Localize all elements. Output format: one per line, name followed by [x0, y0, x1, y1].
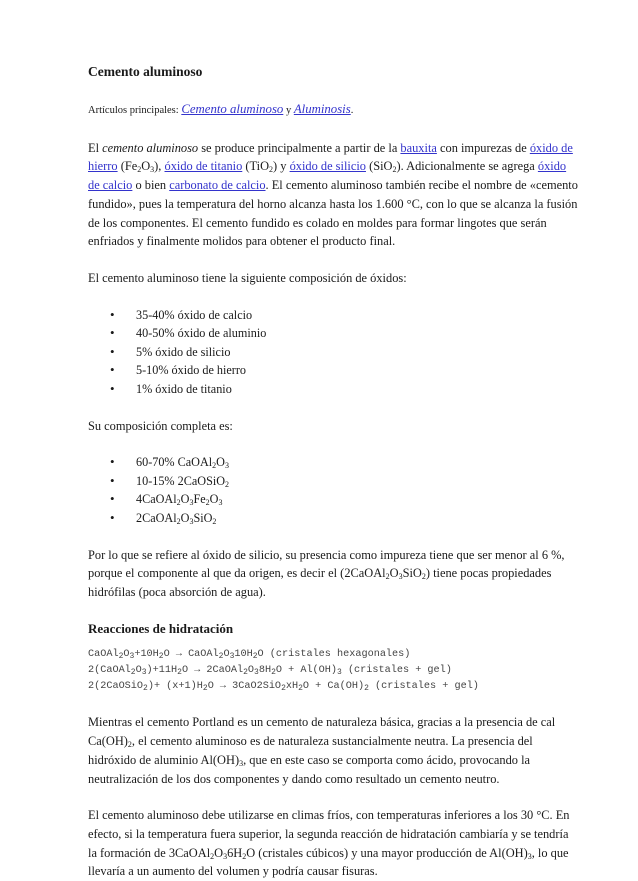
paragraph-oxide-intro: El cemento aluminoso tiene la siguiente composición de óxidos:	[88, 270, 407, 285]
list-item: • 35-40% óxido de calcio	[136, 306, 578, 325]
link-aluminosis[interactable]: Aluminosis	[293, 102, 351, 116]
composition-list	[88, 453, 578, 527]
link-carbonato-calcio[interactable]: carbonato de calcio	[169, 178, 266, 193]
section-title: Cemento aluminoso	[88, 64, 203, 79]
reaction-line: $2(CaOAl_2O_3)+11H_2O$ → $2CaOAl_2O_38H_2O + Al(OH)_3$ (cristales + gel)	[88, 664, 452, 677]
link-cemento-aluminoso[interactable]: Cemento aluminoso	[181, 102, 284, 116]
paragraph-neutral: Mientras el cemento Portland es un cemento de naturaleza básica, gracias a la presencia de cal $Ca(OH)_2$, el cemento aluminoso es de naturaleza sustancialmente neutra. La presencia del hidróxido de aluminio $Al(OH)_3$, que en este caso se comporta como ácido, provocando la neutralización de los dos componentes y dando como resultado un cemento neutro.	[88, 715, 556, 786]
list-item: • 10-15% 2CaOSiO$_2$	[136, 472, 578, 491]
list-item: • $4CaOAl_2O_3Fe_2O_3$	[136, 490, 578, 509]
link-oxido-silicio[interactable]: óxido de silicio	[289, 159, 366, 174]
list-item: • 60-70% $CaOAl_2O_3$	[136, 453, 578, 472]
list-item: • $2CaOAl_2O_3SiO_2$	[136, 509, 578, 528]
list-item: • 1% óxido de titanio	[136, 380, 578, 399]
reaction-line: $CaOAl_2O_3+10H_2O$ → $CaOAl_2O_310H_2O$ (cristales hexagonales)	[88, 648, 411, 661]
link-oxido-titanio[interactable]: óxido de titanio	[164, 159, 243, 174]
reaction-line: 2(2CaOSiO$_2$)+ $(x+1)H_2O \to 3CaO2SiO_2xH_2O + Ca(OH)_2$ (cristales + gel)	[88, 681, 479, 694]
oxide-list	[88, 306, 578, 399]
link-bauxita[interactable]: bauxita	[400, 140, 437, 155]
paragraph-silicon: Por lo que se refiere al óxido de silicio, su presencia como impureza tiene que ser menor al 6 %, porque el componente al que da origen, es decir el $(2CaOAl_2O_3SiO_2)$ tiene pocas propiedades hidrófilas (poca absorción de agua).	[88, 547, 565, 600]
paragraph-climate: El cemento aluminoso debe utilizarse en climas fríos, con temperaturas inferiores a los 30 °C. En efecto, si la temperatura fuera superior, la segunda reacción de hidratación cambiaría y se tendría la formación de $3CaOAl_2O_36H_2O$ (cristales cúbicos) y una mayor producción de $Al(OH)_3$, lo que llevaría a un aumento del volumen y podría causar fisuras.	[88, 808, 570, 879]
reactions-heading: Reacciones de hidratación	[88, 620, 234, 636]
list-item: • 5-10% óxido de hierro	[136, 361, 578, 380]
paragraph-production: El cemento aluminoso se produce principalmente a partir de la bauxita con impurezas de óxido de hierro $(Fe_2O_3)$, óxido de titanio (TiO$_2$) y óxido de silicio (SiO$_2$). Adicionalmente se agrega óxido de calcio o bien carbonato de calcio. El cemento aluminoso también recibe el nombre de «cemento fundido», pues la temperatura del horno alcanza hasta los 1.600 °C, con lo que se alcanza la fusión de los componentes. El cemento fundido es colado en moldes para formar lingotes que serán enfriados y finalmente molidos para obtener el producto final.	[88, 140, 578, 249]
main-articles-note: Artículos principales: Cemento aluminoso y Aluminosis.	[88, 102, 354, 116]
paragraph-composition-intro: Su composición completa es:	[88, 418, 233, 433]
link-oxido-calcio[interactable]: óxido de calcio	[88, 159, 567, 193]
list-item: • 5% óxido de silicio	[136, 343, 578, 362]
reactions-block	[88, 647, 578, 696]
link-oxido-hierro[interactable]: óxido de hierro	[88, 140, 573, 174]
list-item: • 40-50% óxido de aluminio	[136, 324, 578, 343]
